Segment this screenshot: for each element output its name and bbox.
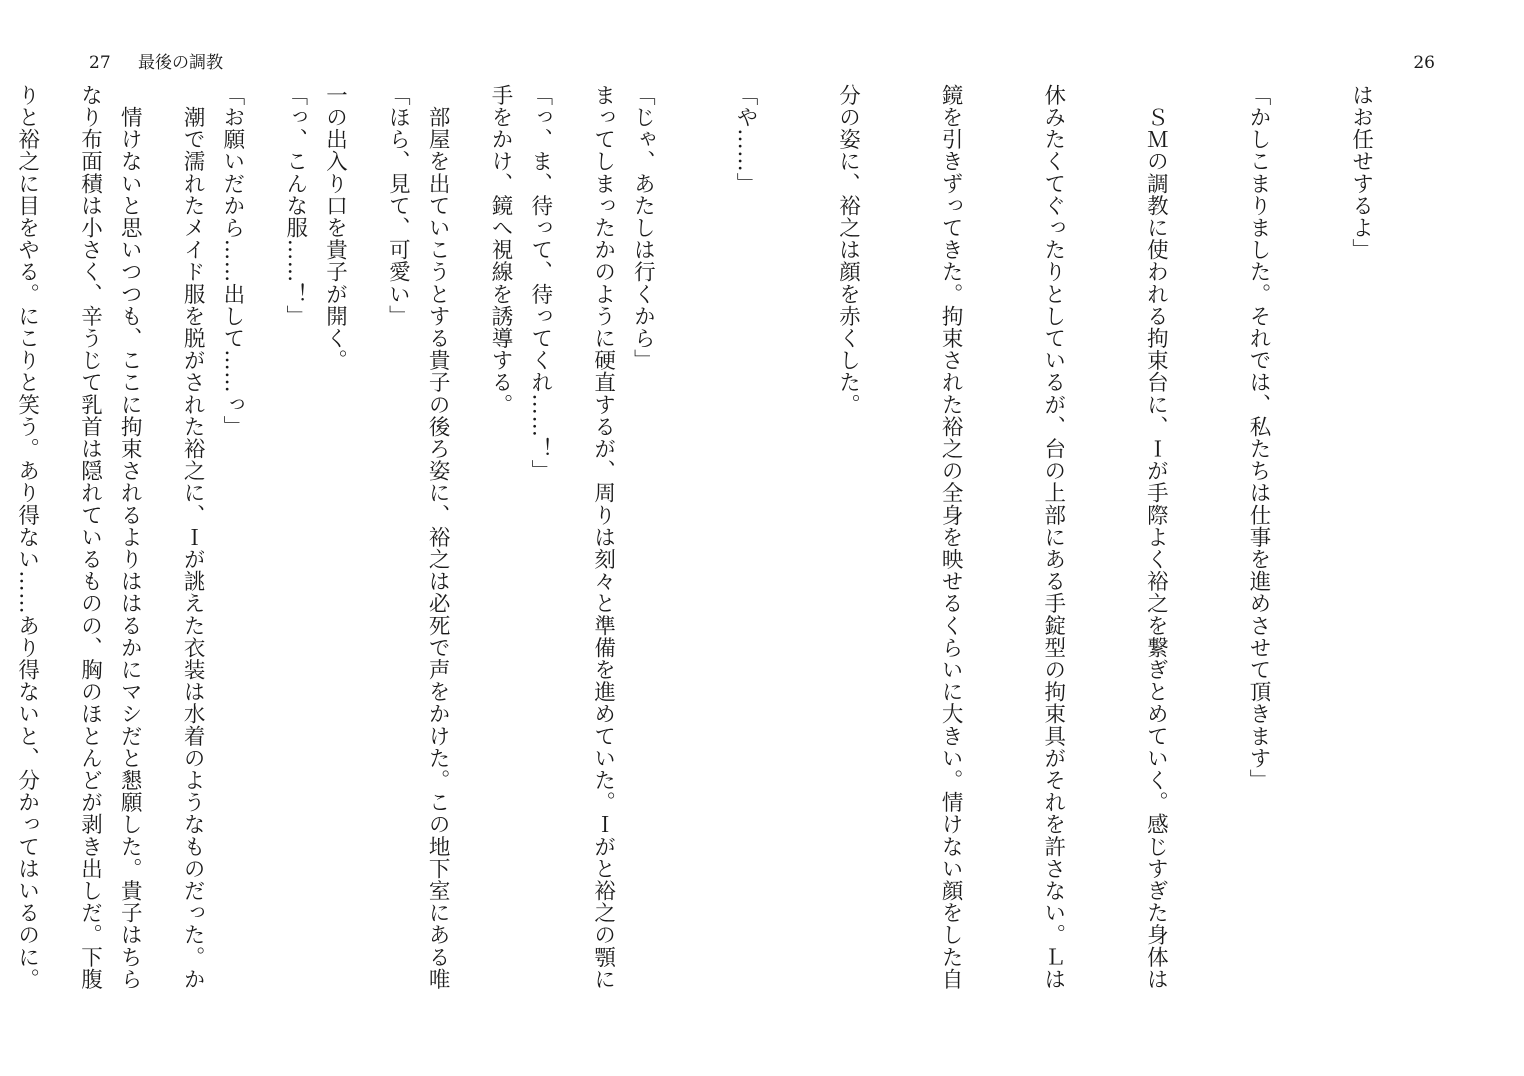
text-line: まってしまったかのように硬直するが、周りは刻々と準備を進めていた。Ｉがと裕之の顎に (590, 84, 616, 991)
text-line: ＳＭの調教に使われる拘束台に、Ｉが手際よく裕之を繋ぎとめていく。感じすぎた身体は (1143, 84, 1169, 991)
text-line: はお任せするよ」 (1348, 84, 1374, 261)
text-line: 「かしこまりました。それでは、私たちは仕事を進めさせて頂きます」 (1245, 84, 1271, 792)
right-page-number: 26 (1413, 53, 1435, 73)
text-line: 「っ、ま、待って、待ってくれ……！」 (527, 84, 553, 482)
text-line: 「ほら、見て、可愛い」 (385, 84, 411, 328)
text-line: 分の姿に、裕之は顔を赤くした。 (835, 84, 861, 416)
text-line: 休みたくてぐったりとしているが、台の上部にある手錠型の拘束具がそれを許さない。Ｌは (1040, 84, 1066, 991)
text-line: 情けないと思いつつも、ここに拘束されるよりははるかにマシだと懇願した。貴子はちら (117, 84, 143, 991)
text-line: 「っ、こんな服……！」 (282, 84, 308, 328)
text-line: なり布面積は小さく、辛うじて乳首は隠れているものの、胸のほとんどが剥き出しだ。下腹 (77, 84, 103, 991)
text-line: 潮で濡れたメイド服を脱がされた裕之に、Ｉが誂えた衣装は水着のようなものだった。か (180, 84, 206, 991)
text-line: 一の出入り口を貴子が開く。 (322, 84, 348, 372)
text-line: 鏡を引きずってきた。拘束された裕之の全身を映せるくらいに大きい。情けない顔をした自 (938, 84, 964, 991)
text-line: 「や……」 (732, 84, 758, 195)
left-page-number: 27 (89, 53, 111, 73)
right-page-header (1413, 52, 1435, 74)
text-line: 「じゃ、あたしは行くから」 (630, 84, 656, 372)
left-page-header (89, 52, 223, 74)
text-line: りと裕之に目をやる。にこりと笑う。あり得ない……あり得ないと、分かってはいるのに。 (14, 84, 40, 991)
chapter-title: 最後の調教 (138, 53, 224, 73)
text-line: 部屋を出ていこうとする貴子の後ろ姿に、裕之は必死で声をかけた。この地下室にある唯 (425, 84, 451, 991)
text-line: 手をかけ、鏡へ視線を誘導する。 (487, 84, 513, 416)
text-line: 「お願いだから……出して……っ」 (219, 84, 245, 438)
